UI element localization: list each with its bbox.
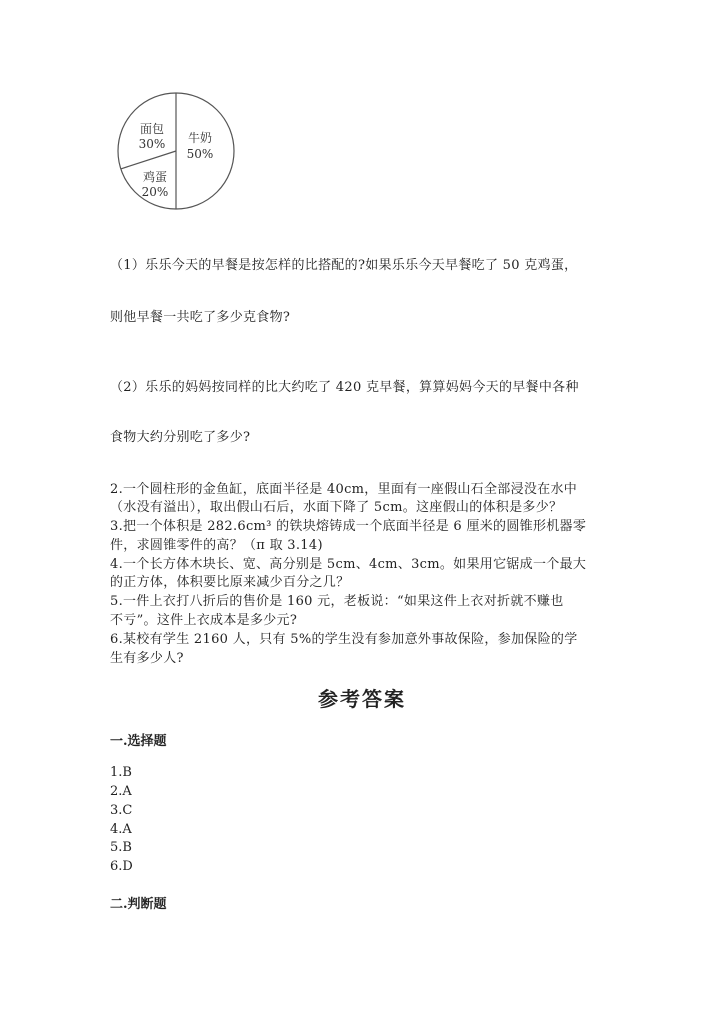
- answers-title: 参考答案: [318, 687, 406, 711]
- question-line: 的正方体，体积要比原来减少百分之几？: [110, 575, 350, 590]
- answer-item: 3.C: [110, 803, 133, 818]
- question-line: 3.把一个体积是 282.6cm³ 的铁块熔铸成一个底面半径是 6 厘米的圆锥形机器零: [110, 519, 587, 534]
- question-line: 2.一个圆柱形的金鱼缸，底面半径是 40cm，里面有一座假山石全部浸没在水中: [110, 482, 578, 497]
- answer-item: 2.A: [110, 784, 132, 799]
- answer-item: 5.B: [110, 840, 132, 855]
- pie-slice-label-milk: 牛奶: [187, 131, 213, 145]
- question-line: 生有多少人?: [110, 651, 184, 666]
- answer-item: 4.A: [110, 822, 132, 837]
- pie-slice-value-eggs: 20%: [141, 185, 169, 199]
- question-line: 4.一个长方体木块长、宽、高分别是 5cm、4cm、3cm。如果用它锯成一个最大: [110, 557, 587, 572]
- answer-item: 6.D: [110, 859, 133, 874]
- question-line: （水没有溢出），取出假山石后，水面下降了 5cm。这座假山的体积是多少？: [110, 500, 563, 515]
- question-line: 件，求圆锥零件的高？（π 取 3.14): [110, 538, 323, 553]
- question-line: 5.一件上衣打八折后的售价是 160 元，老板说：“如果这件上衣对折就不赚也: [110, 594, 564, 609]
- answer-item: 1.B: [110, 765, 132, 780]
- question-line: 不亏”。这件上衣成本是多少元?: [110, 613, 298, 628]
- section-heading-judgment: 二.判断题: [110, 897, 167, 912]
- pie-slice-label-bread: 面包: [139, 122, 165, 136]
- pie-slice-label-eggs: 鸡蛋: [142, 170, 168, 184]
- q1-part1-line1: （1）乐乐今天的早餐是按怎样的比搭配的?如果乐乐今天早餐吃了 50 克鸡蛋，: [110, 258, 578, 273]
- pie-slice-value-milk: 50%: [186, 147, 214, 161]
- question-line: 6.某校有学生 2160 人，只有 5%的学生没有参加意外事故保险，参加保险的学: [110, 632, 578, 647]
- q1-part1-line2: 则他早餐一共吃了多少克食物?: [110, 310, 291, 325]
- section-heading-choice: 一.选择题: [110, 734, 167, 749]
- q1-part2-line1: （2）乐乐的妈妈按同样的比大约吃了 420 克早餐，算算妈妈今天的早餐中各种: [110, 380, 579, 395]
- pie-slice-value-bread: 30%: [138, 137, 166, 151]
- q1-part2-line2: 食物大约分别吃了多少?: [110, 430, 251, 445]
- pie-chart: [112, 90, 242, 214]
